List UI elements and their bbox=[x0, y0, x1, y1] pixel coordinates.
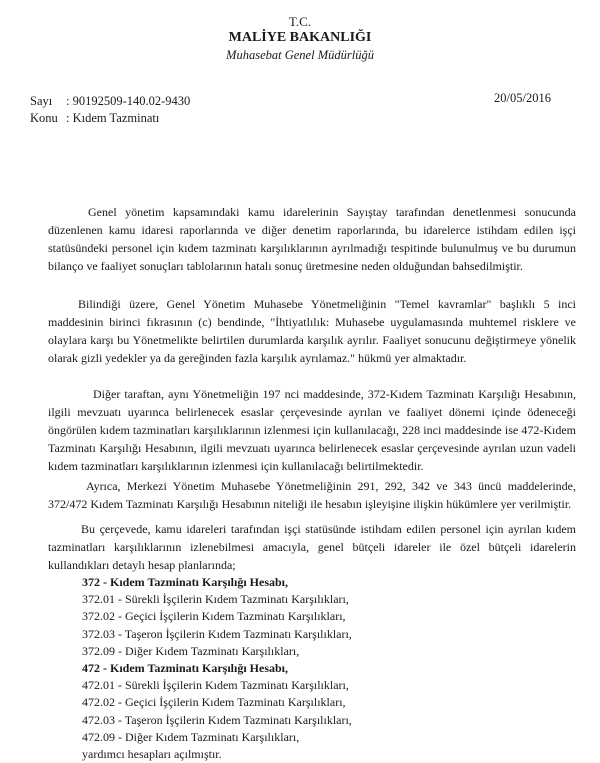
account-item: 372.02 - Geçici İşçilerin Kıdem Tazminatı Karşılıkları, bbox=[82, 609, 346, 624]
account-group-372: 372 - Kıdem Tazminatı Karşılığı Hesabı, bbox=[82, 575, 289, 589]
account-item: 372.03 - Taşeron İşçilerin Kıdem Tazminatı Karşılıkları, bbox=[82, 626, 352, 641]
paragraph-3: Diğer taraftan, aynı Yönetmeliğin 197 nci maddesinde, 372-Kıdem Tazminatı Karşılığı Hesabının, ilgili mevzuatı uyarınca belirlenecek esaslar çerçevesinde ayrılan ve faaliyet dönemi içinde ödeneceği öngörülen kıdem tazminatları karşılıklarının izlenmesi için kullanılacağı, 228 inci maddesinde ise 472-Kıdem Tazminatı Karşılığı Hesabının, ilgili mevzuatı uyarınca belirlenecek esaslar çerçevesinde ayrılan uzun vadeli kıdem tazminatları karşılıklarının izlenmesi için kullanılacağı belirtilmektedir. bbox=[48, 387, 576, 473]
konu-label: Konu bbox=[30, 111, 58, 125]
paragraph-1: Genel yönetim kapsamındaki kamu idarelerinin Sayıştay tarafından denetlenmesi sonucunda düzenlenen kamu idaresi raporlarında ve diğer denetim raporlarında, bu idarelerce istihdam edilen işçi statüsündeki personel için kıdem tazminatı karşılıklarının ayrılmadığı tespitinde bulunulmuş ve bu durumun bilanço ve faaliyet sonuçları tablolarının hatalı sonuç üretmesine neden olduğundan bahsedilmiştir. bbox=[48, 205, 576, 273]
closing-line: yardımcı hesapları açılmıştır. bbox=[82, 747, 222, 762]
paragraph-2: Bilindiği üzere, Genel Yönetim Muhasebe Yönetmeliğinin "Temel kavramlar" başlıklı 5 inci maddesinin birinci fıkrasının (c) bendinde, "İhtiyatlılık: Muhasebe uygulamasında muhtemel risklere ve olaylara karşı bu Yönetmelikte belirtilen durumlarda karşılık ayrılır. Faaliyet sonucunu değiştirmeye yönelik olarak gizli yedekler ya da gereğinden fazla karşılık ayrılamaz." hükmü yer almaktadır. bbox=[48, 297, 576, 365]
sayi-value: : 90192509-140.02-9430 bbox=[66, 94, 191, 108]
header-tc: T.C. bbox=[288, 14, 312, 29]
paragraph-5: Bu çerçevede, kamu idareleri tarafından işçi statüsünde istihdam edilen personel için ayrılan kıdem tazminatları karşılıklarının izlenebilmesi amacıyla, genel bütçeli idareler ile özel bütçeli idarelerin kullandıkları detaylı hesap planlarında; bbox=[48, 522, 576, 572]
account-item: 472.09 - Diğer Kıdem Tazminatı Karşılıkları, bbox=[82, 729, 300, 744]
account-item: 472.02 - Geçici İşçilerin Kıdem Tazminatı Karşılıkları, bbox=[82, 695, 346, 710]
paragraph-4: Ayrıca, Merkezi Yönetim Muhasebe Yönetmeliğinin 291, 292, 342 ve 343 üncü maddelerinde, 372/472 Kıdem Tazminatı Karşılığı Hesabının niteliği ile hesabın işleyişine ilişkin hükümlere yer verilmiştir. bbox=[48, 479, 576, 511]
sayi-label: Sayı bbox=[30, 94, 53, 108]
account-item: 372.01 - Sürekli İşçilerin Kıdem Tazminatı Karşılıkları, bbox=[82, 592, 349, 607]
account-group-472: 472 - Kıdem Tazminatı Karşılığı Hesabı, bbox=[82, 661, 289, 676]
account-item: 472.01 - Sürekli İşçilerin Kıdem Tazminatı Karşılıkları, bbox=[82, 678, 349, 693]
ministry-title: MALİYE BAKANLIĞI bbox=[228, 30, 372, 45]
account-list bbox=[82, 574, 352, 763]
account-item: 372.09 - Diğer Kıdem Tazminatı Karşılıkları, bbox=[82, 643, 300, 658]
document-date: 20/05/2016 bbox=[494, 91, 551, 105]
directorate-title: Muhasebat Genel Müdürlüğü bbox=[226, 48, 374, 62]
konu-value: : Kıdem Tazminatı bbox=[66, 111, 160, 125]
account-item: 472.03 - Taşeron İşçilerin Kıdem Tazminatı Karşılıkları, bbox=[82, 712, 352, 727]
